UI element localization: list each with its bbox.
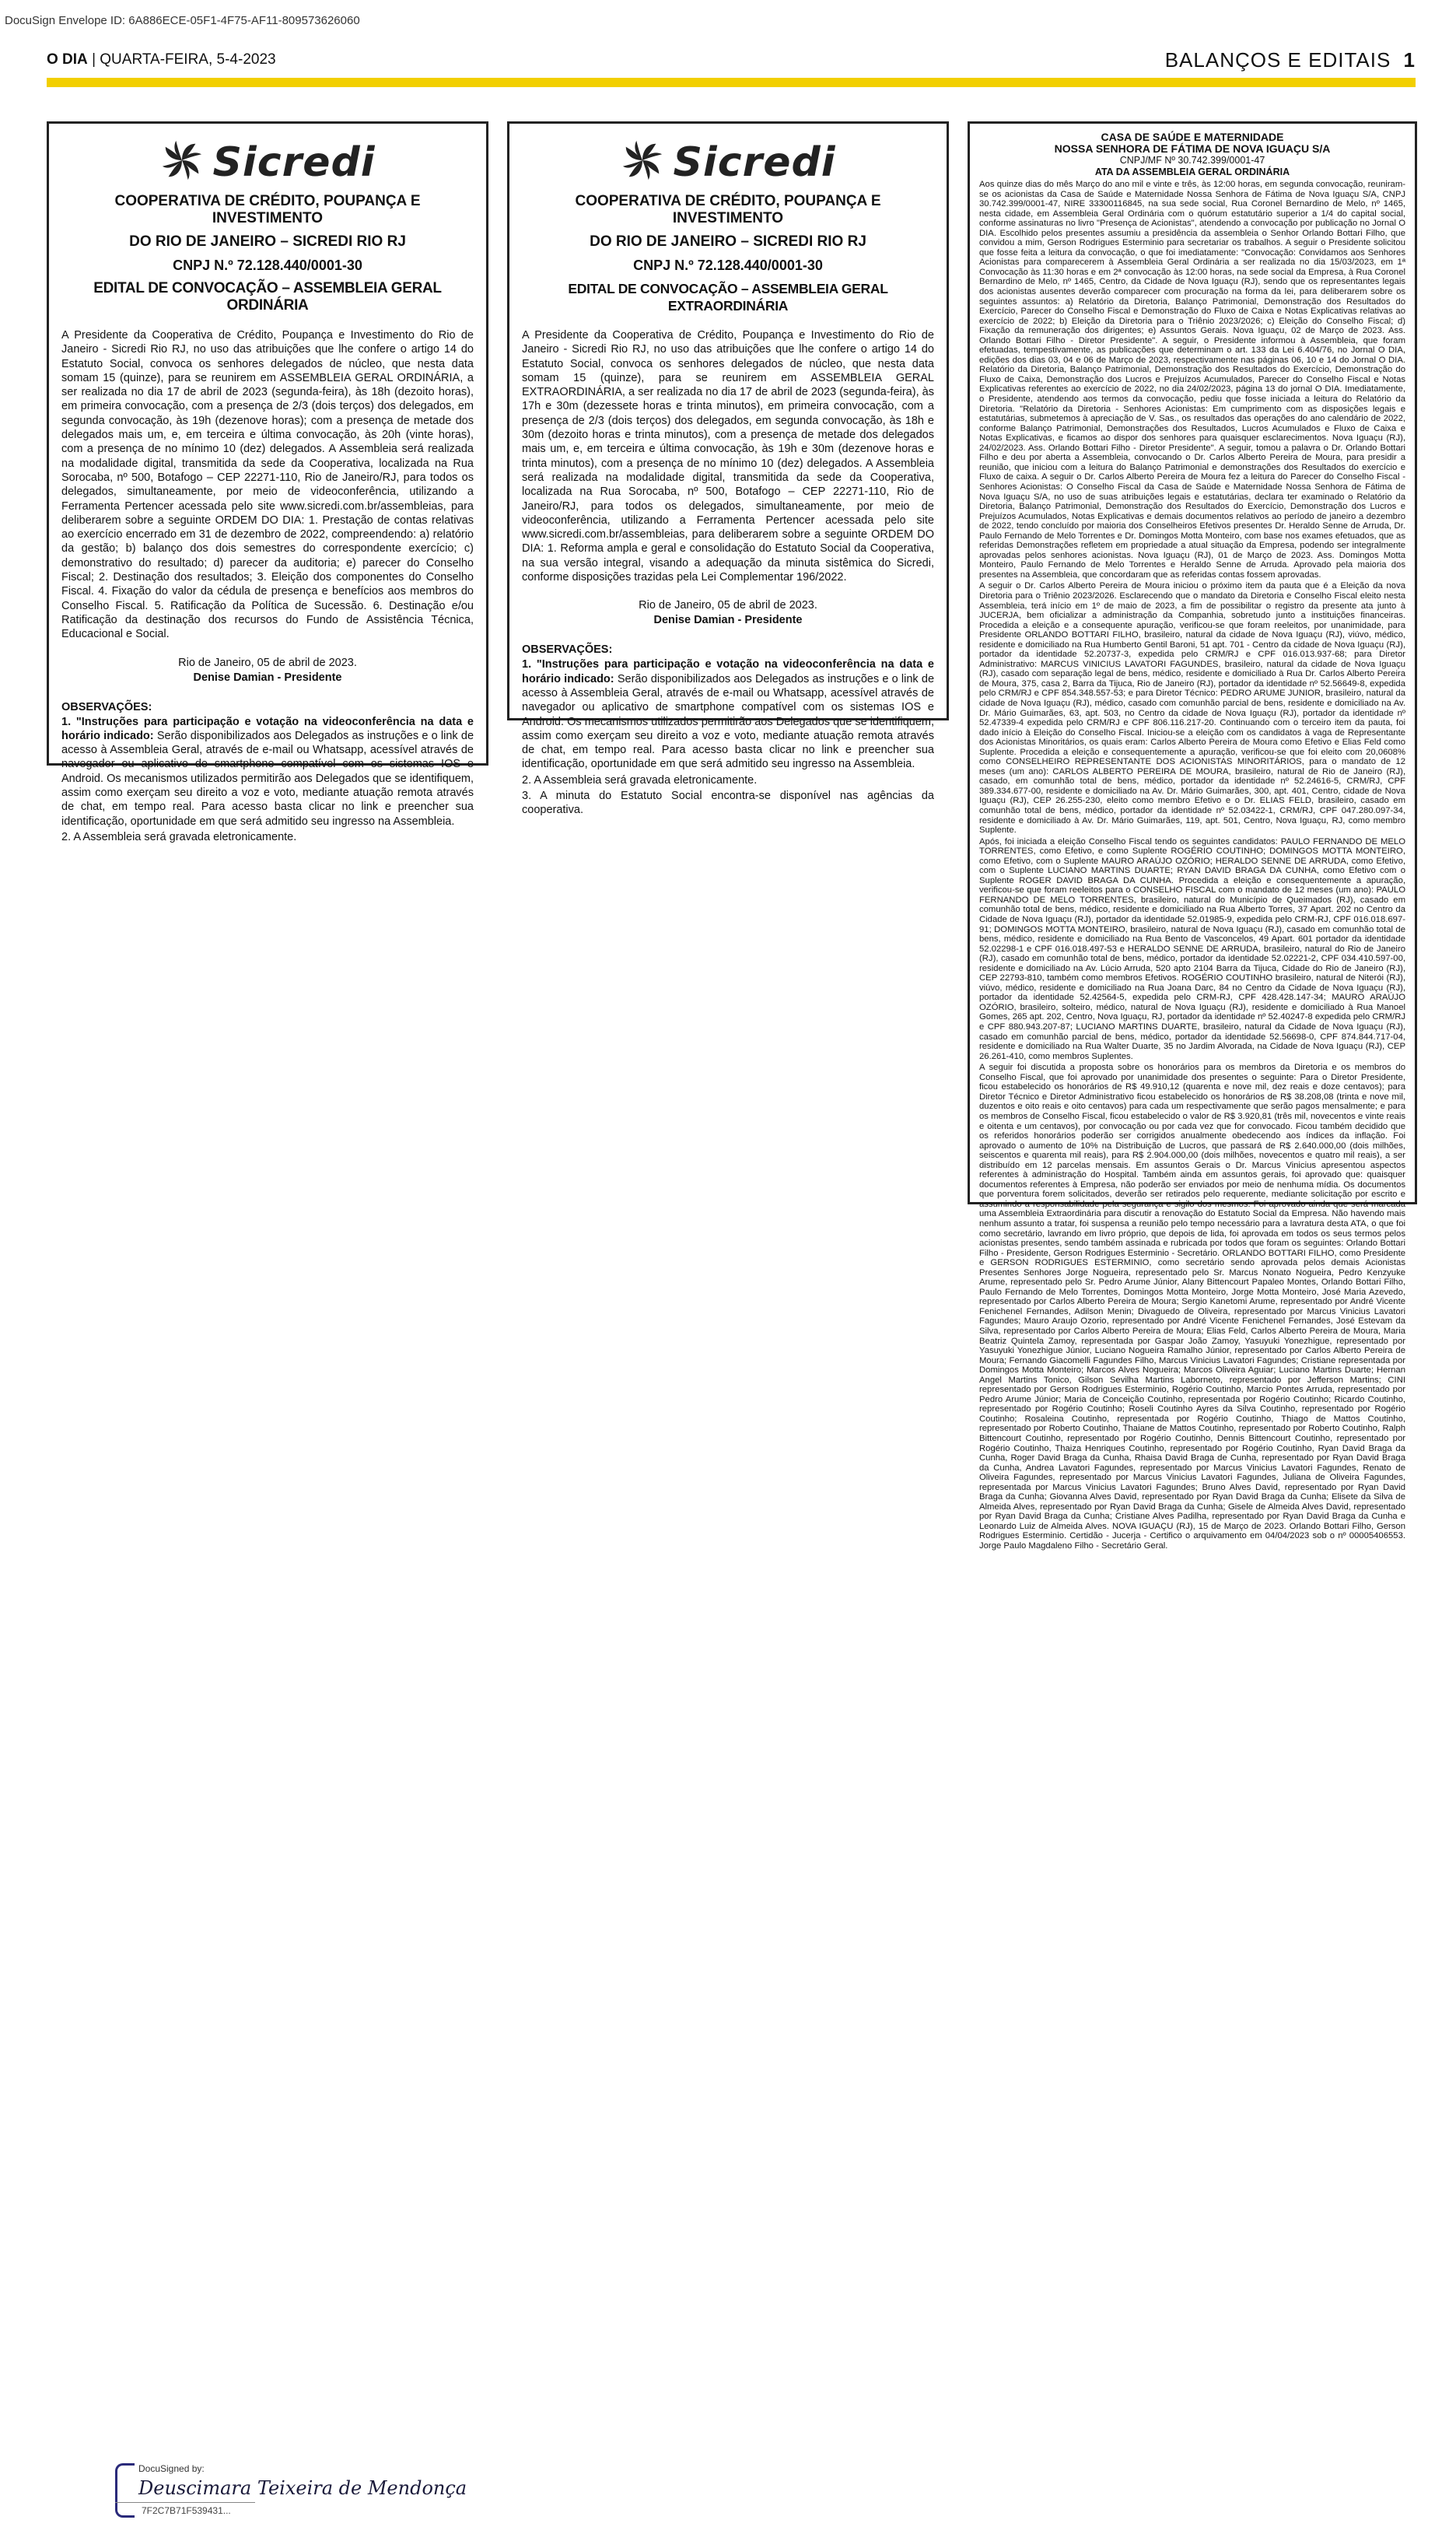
ata-paragraph: Aos quinze dias do mês Março do ano mil e vinte e três, às 12:00 horas, em segunda convocação, reuniram-se os acionistas da Casa de Saúde e Maternidade Nossa Senhora de Fátima de Nova Iguaçu S/A, CNPJ 30.742.399/0001-47, NIRE 33300116845, na sua sede social, Rua Coronel Bernardino de Melo, nº 1465, nesta cidade, em Assembleia Geral Ordinária com o quórum estatutário superior a 1/4 do capital social, conforme assinaturas no livro "Presença de Acionistas", atendendo a convocação por publicação no Jornal O DIA. Escolhido pelos presentes assumiu a presidência da assembleia o Senhor Orlando Bottari Filho, que convidou a mim, Gerson Rodrigues Esterminio para secretariar os trabalhos. A seguir o Presidente solicitou que fosse feita a leitura da convocação, o que foi imediatamente: "Convocação: Convidamos aos Senhores Acionistas para comparecerem à Assembleia Geral Ordinária a ser realizada no dia 15/03/2023, em 1ª Convocação às 11:30 horas e em 2ª convocação às 12:00 horas, na sede social da Empresa, à Rua Coronel Bernardino de Melo, nº 1465, Centro, da Cidade de Nova Iguaçu (RJ), sendo que os representantes legais dos acionistas ausentes deverão comparecer com procuração na forma da lei, para deliberarem sobre os seguintes assuntos: a) Relatório da Diretoria, Balanço Patrimonial, Demonstração dos Resultados do Exercício, Parecer do Conselho Fiscal e Demonstração do Fluxo de Caixa e Notas Explicativas relativas ao exercício de 2022; b) Eleição da Diretoria para o Triênio 2023/2026; c) Eleição do Conselho Fiscal; d) Fixação da remuneração dos dirigentes; e) Assuntos Gerais. Nova Iguaçu, 02 de Março de 2023. Ass. Orlando Bottari Filho - Diretor Presidente". A seguir, o Presidente informou à Assembleia, que foram efetuadas, tempestivamente, as publicações que determinam o art. 133 da Lei 6.404/76, no Jornal O DIA, edições dos dias 03, 04 e 06 de Março de 2023, respectivamente nas páginas 06, 10 e 14 do Jornal O DIA. Relatório da Diretoria, Balanço Patrimonial, Demonstração dos Resultados do Exercício, Demonstração do Fluxo de Caixa, Demonstração dos Lucros e Prejuízos Acumulados, Parecer do Conselho Fiscal e Notas Explicativas referentes ao exercício de 2022, no dia 24/02/2023, página 13 do jornal O DIA. Imediatamente, o Presidente, atendendo aos termos da convocação, pediu que fosse iniciada a leitura do Relatório da Diretoria. "Relatório da Diretoria - Senhores Acionistas: Em cumprimento com as disposições legais e estatutárias, submetemos à apreciação de V. Sas., os resultados das operações do ano calendário de 2022, conforme Balanço Patrimonial, Demonstrações dos Resultados, Lucros Acumulados e Fluxo de Caixa e Notas Explicativas, e ficamos ao dispor dos senhores para quaisquer esclarecimentos. Nova Iguaçu (RJ), 24/02/2023. Ass. Orlando Bottari Filho - Diretor Presidente". A seguir, tomou a palavra o Dr. Orlando Bottari Filho e deu por aberta a Assembleia, convocando o Dr. Carlos Alberto Pereira de Moura, para presidir a reunião, que iniciou com a leitura do Balanço Patrimonial e demonstrações dos Resultados do exercício e Fluxo de caixa. A seguir o Dr. Carlos Alberto Pereira de Moura fez a leitura do Parecer do Conselho Fiscal - Senhores Acionistas: O Conselho Fiscal da Casa de Saúde e Maternidade Nossa Senhora de Fátima de Nova Iguaçu S/A, no uso de suas atribuições legais e estatutárias, declara ter examinado o Relatório da Diretoria, Balanço Patrimonial, Demonstração dos Resultados do Exercício, Demonstração dos Lucros e Prejuízos Acumulados, Notas Explicativas e demais documentos relativos ao período de janeiro a dezembro de 2022, tendo concluído por maioria dos Conselheiros Efetivos presentes Dr. Heraldo Senne de Arruda, Dr. Paulo Fernando de Melo Torrentes e Dr. Domingos Motta Monteiro, com base nos exames efetuados, que as referidas Demonstrações refletem em propriedade a atual situação da Empresa, podendo ser integralmente aprovadas pelos senhores acionistas. Nova Iguaçu (RJ), 01 de Março de 2023. Ass. Domingos Motta Monteiro, Paulo Fernando de Melo Torrentes e Heraldo Senne de Arruda. Aprovado pela maioria dos presentes na Assembleia, que concordaram que as referidas contas fossem aprovadas. bbox=[979, 180, 1405, 580]
notice-body: A Presidente da Cooperativa de Crédito, Poupança e Investimento do Rio de Janeiro - Sicredi Rio RJ, no uso das atribuições que lhe confere o artigo 14 do Estatuto Social, convoca os senhores delegados de núcleo, que nesta data somam 15 (quinze), para se reunirem em ASSEMBLEIA GERAL EXTRAORDINÁRIA, a ser realizada no dia 17 de abril de 2023 (segunda-feira), às 17h e 30m (dezessete horas e trinta minutos), em primeira convocação, com a presença de 2/3 (dois terços) dos delegados, em segunda convocação, às 18h e 30m (dezoito horas e trinta minutos), com a presença de metade dos delegados mais um, e, em terceira e última convocação, às 19h e 30m (dezenove horas e trinta minutos), com a presença de no mínimo 10 (dez) delegados. A Assembleia será realizada na modalidade digital, transmitida da sede da Cooperativa, localizada na Rua Sorocaba, nº 500, Botafogo – CEP 22271-110, Rio de Janeiro/RJ, para todos os delegados, simultaneamente, por meio de videoconferência, utilizando a Ferramenta Pertencer acessada pelo site www.sicredi.com.br/assembleias, para deliberarem sobre a seguinte ORDEM DO DIA: 1. Reforma ampla e geral e consolidação do Estatuto Social da Cooperativa, na sua versão integral, visando a adequação da minuta sistêmica do Sicredi, conforme disposições trazidas pela Lei Complementar 196/2022. bbox=[522, 329, 934, 584]
signature-code: 7F2C7B71F539431... bbox=[142, 2505, 231, 2516]
ata-paragraph: Após, foi iniciada a eleição Conselho Fiscal tendo os seguintes candidatos: PAULO FERNANDO DE MELO TORRENTES, como Efetivo, e como Suplente ROGÉRIO COUTINHO; DOMINGOS MOTTA MONTEIRO, como Efetivo, com o Suplente MAURO ARAÚJO OZÓRIO; HERALDO SENNE DE ARRUDA, como Efetivo, com o Suplente LUCIANO MARTINS DUARTE; RYAN DAVID BRAGA DA CUNHA, como Efetivo com o Suplente ROGER DAVID BRAGA DA CUNHA. Procedida a eleição e consequentemente a apuração, verificou-se que foram reeleitos para o CONSELHO FISCAL com o mandato de 12 meses (um ano): PAULO FERNANDO DE MELO TORRENTES, brasileiro, natural do Município de Queimados (RJ), casado em comunhão total de bens, médico, residente e domiciliado na Rua Alberto Torres, 37 Apart. 202 no Centro da Cidade de Nova Iguaçu (RJ), portador da identidade 52.01985-9, expedida pelo CRM-RJ, CPF 016.018.697-91; DOMINGOS MOTTA MONTEIRO, brasileiro, natural de Nova Iguaçu (RJ), casado em comunhão total de bens, médico, residente e domiciliado na Rua Bento de Vasconcelos, 49 Apart. 601 portador da identidade 52.02298-1 e CPF 016.018.497-53 e HERALDO SENNE DE ARRUDA, brasileiro, natural do Rio de Janeiro (RJ), casado em comunhão total de bens, médico, portador da identidade 52.02221-2, CPF 034.410.597-00, residente e domiciliado na Av. Lúcio Arruda, 520 apto 2104 Barra da Tijuca, Cidade do Rio de Janeiro (RJ), CEP 22793-810, também como membros Efetivos. ROGÉRIO COUTINHO brasileiro, natural de Niterói (RJ), viúvo, médico, residente e domiciliado na Rua Joana Darc, 84 no Centro da Cidade de Nova Iguaçu (RJ), portador da identidade 52.42564-5, expedida pelo CRM-RJ, CPF 428.428.147-34; MAURO ARAÚJO OZÓRIO, brasileiro, solteiro, médico, natural de Nova Iguaçu (RJ), residente e domiciliado à Rua Manoel Gomes, 265 apt. 202, Centro, Nova Iguaçu, RJ, portador da identidade nº 52.40247-8 expedida pelo CRM/RJ e CPF 880.943.207-87; LUCIANO MARTINS DUARTE, brasileiro, natural da Cidade de Nova Iguaçu (RJ), casado em comunhão parcial de bens, médico, portador da identidade 52.56698-0, CPF 874.844.717-04, residente e domiciliado na Rua Walter Duarte, 35 no Jardim Alvorada, na Cidade de Nova Iguaçu (RJ), CEP 26.261-410, como membros Suplentes. bbox=[979, 836, 1405, 1061]
observation-2: 2. A Assembleia será gravada eletronicamente. bbox=[61, 830, 297, 843]
signature-divider bbox=[115, 2502, 255, 2503]
sicredi-pinwheel-icon bbox=[620, 138, 665, 187]
notice-edital-title: EDITAL DE CONVOCAÇÃO – ASSEMBLEIA GERAL ORDINÁRIA bbox=[93, 280, 442, 314]
header-accent-bar bbox=[47, 78, 1416, 87]
notice-title-line-2: DO RIO DE JANEIRO – SICREDI RIO RJ bbox=[129, 233, 406, 250]
notice-sicredi-ago bbox=[47, 121, 488, 843]
company-title-2: NOSSA SENHORA DE FÁTIMA DE NOVA IGUAÇU S/A bbox=[1054, 142, 1331, 155]
docusign-bracket-icon bbox=[115, 2463, 135, 2518]
notice-title-line-1: COOPERATIVA DE CRÉDITO, POUPANÇA E INVESTIMENTO bbox=[575, 193, 881, 226]
company-title-1: CASA DE SAÚDE E MATERNIDADE bbox=[1101, 131, 1284, 143]
signer: Denise Damian - Presidente bbox=[653, 614, 803, 627]
brand-separator: | bbox=[92, 51, 100, 68]
page-header bbox=[47, 48, 1416, 75]
newspaper-brand bbox=[47, 51, 276, 68]
observation-1-heading: 1. "Instruções para participação e votação na videoconferência na data e horário indicado: bbox=[522, 658, 934, 685]
observation-1 bbox=[61, 715, 474, 829]
notice-body: A Presidente da Cooperativa de Crédito, Poupança e Investimento do Rio de Janeiro - Sicredi Rio RJ, no uso das atribuições que lhe confere o artigo 14 do Estatuto Social, convoca os senhores delegados de núcleo, que nesta data somam 15 (quinze), para se reunirem em ASSEMBLEIA GERAL ORDINÁRIA, a ser realizada no dia 17 de abril de 2023 (segunda-feira), às 18h (dezoito horas), em primeira convocação, com a presença de 2/3 (dois terços) dos delegados, em segunda convocação, às 19h (dezenove horas); com a presença de metade dos delegados mais um, e, em terceira e última convocação, às 20h (vinte horas), com a presença de no mínimo 10 (dez) delegados. A Assembleia será realizada na modalidade digital, transmitida da sede da Cooperativa, localizada na Rua Sorocaba, nº 500, Botafogo – CEP 22271-110, Rio de Janeiro/RJ, para todos os delegados, simultaneamente, por meio de videoconferência, utilizando a Ferramenta Pertencer acessada pelo site www.sicredi.com.br/assembleias, para deliberarem sobre a seguinte ORDEM DO DIA: 1. Prestação de contas relativas ao exercício encerrado em 31 de dezembro de 2022, compreendendo: a) relatório da gestão; b) balanço dos dois semestres do correspondente exercício; c) demonstrativo do resultado; d) parecer da auditoria; e) parecer do Conselho Fiscal; 2. Destinação dos resultados; 3. Eleição dos componentes do Conselho Fiscal. 4. Fixação do valor da cédula de presença e benefícios aos membros do Conselho Fiscal. 5. Ratificação da Política de Sucessão. 6. Destinação e/ou Ratificação da destinação dos recursos do Fundo de Assistência Técnica, Educacional e Social. bbox=[61, 329, 474, 641]
notice-title-line-2: DO RIO DE JANEIRO – SICREDI RIO RJ bbox=[590, 233, 866, 250]
sicredi-logo bbox=[522, 138, 934, 187]
notice-signature bbox=[61, 656, 474, 685]
section-name: BALANÇOS E EDITAIS bbox=[1164, 48, 1391, 72]
docusign-signature-block bbox=[115, 2463, 467, 2519]
sicredi-pinwheel-icon bbox=[159, 138, 205, 187]
signature-content bbox=[138, 2463, 467, 2499]
company-cnpj: CNPJ/MF Nº 30.742.399/0001-47 bbox=[1119, 155, 1265, 166]
ata-paragraph: A seguir o Dr. Carlos Alberto Pereira de Moura iniciou o próximo item da pauta que é a Eleição da nova Diretoria para o Triênio 2023/2026. Esclarecendo que o mandato da Diretoria e Conselho Fiscal eleito nesta Assembleia, terá início em 1º de maio de 2023, a fim de possibilitar o registro da presente ata junto à JUCERJA, bem oficializar a administração da Companhia, sobretudo junto a instituições financeiras. Procedida a eleição e a consequente apuração, verificou-se que foram reeleitos, por unanimidade, para Presidente ORLANDO BOTTARI FILHO, brasileiro, natural da cidade de Nova Iguaçu (RJ), viúvo, médico, residente e domiciliado na Rua Humberto Gentil Baroni, 51 apt. 701 - Centro da cidade de Nova Iguaçu (RJ), portador da identidade 52.20737-3, expedida pelo CRM/RJ e CPF 016.013.937-68; para Diretor Administrativo: MARCUS VINICIUS LAVATORI FAGUNDES, brasileiro, natural da cidade de Nova Iguaçu (RJ), casado com separação legal de bens, médico, residente e domiciliado à Rua Dr. Carlos Alberto Pereira de Moura, 375, casa 2, Barra da Tijuca, Rio de Janeiro (RJ), portador da identidade nº 52.56649-8, expedida pelo CRM/RJ e CPF 854.348.557-53; e para Diretor Técnico: PEDRO ARUME JUNIOR, brasileiro, natural da cidade de Nova Iguaçu (RJ), médico, casado com comunhão parcial de bens, residente e domiciliado na Av. Dr. Mário Guimarães, 63, apt. 503, no Centro da cidade de Nova Iguaçu (RJ), portador da identidade nº 52.47339-4 expedida pelo CRM/RJ e CPF 806.116.217-20. Continuando com o terceiro item da pauta, foi dado início à Eleição do Conselho Fiscal. Iniciou-se a eleição com os candidatos à vaga de Representante dos Acionistas Minoritários, os quais eram: Carlos Alberto Pereira de Moura como Efetivo e Elias Feld como Suplente. Procedida a eleição e consequentemente a apuração, verificou-se que foi eleito com 20,0608% como CONSELHEIRO REPRESENTANTE DOS ACIONISTAS MINORITÁRIOS, para o mandato de 12 meses (um ano): CARLOS ALBERTO PEREIRA DE MOURA, brasileiro, natural de Rio de Janeiro (RJ), casado, em comunhão total de bens, médico, portador da identidade nº 52.24616-5, CRM/RJ, CPF 389.334.677-00, residente e domiciliado na Av. Dr. Mário Guimarães, 300, apt. 401, Centro, cidade de Nova Iguaçu (RJ), CEP 26.255-230, eleito como membro Efetivo e o Dr. ELIAS FELD, brasileiro, casado em comunhão total de bens, médico, portador da identidade nº 52.03422-1, CRM/RJ, CPF 047.280.097-34, residente e domiciliado à Av. Dr. Mário Guimarães, 119, apt. 501, Centro, Nova Iguaçu, RJ, como membro Suplente. bbox=[979, 581, 1405, 836]
section-title bbox=[1165, 48, 1416, 72]
observation-2: 2. A Assembleia será gravada eletronicamente. bbox=[522, 773, 758, 787]
observation-3: 3. A minuta do Estatuto Social encontra-se disponível nas agências da cooperativa. bbox=[522, 790, 934, 817]
issue-date: QUARTA-FEIRA, 5-4-2023 bbox=[100, 51, 276, 68]
notice-signature bbox=[522, 598, 934, 628]
docusign-envelope-id: DocuSign Envelope ID: 6A886ECE-05F1-4F75-AF11-809573626060 bbox=[5, 14, 360, 27]
brand-name: O DIA bbox=[47, 51, 88, 68]
ata-title: ATA DA ASSEMBLEIA GERAL ORDINÁRIA bbox=[1094, 166, 1290, 177]
observation-1-text: Serão disponibilizados aos Delegados as instruções e o link de acesso à Assembleia Geral, através de e-mail ou Whatsapp, acessível através de navegador ou aplicativo de smartphone compatível com os sistemas IOS e Android. Os mecanismos utilizados permitirão aos Delegados que se identifiquem, assim como exerçam seu direito a voz e voto, mediante atuação remota através de chat, em tempo real. Para acesso basta clicar no link e preencher sua identificação, oportunidade em que será admitido seu ingresso na Assembleia. bbox=[61, 729, 474, 828]
notice-casa-de-saude-ata bbox=[968, 121, 1417, 1551]
sicredi-logo bbox=[61, 138, 474, 187]
observation-1 bbox=[522, 657, 934, 771]
docusigned-by-label: DocuSigned by: bbox=[138, 2463, 205, 2474]
observations-title: OBSERVAÇÕES: bbox=[522, 643, 613, 657]
page-number: 1 bbox=[1403, 48, 1416, 72]
observation-1-heading: 1. "Instruções para participação e votação na videoconferência na data e horário indicado: bbox=[61, 715, 474, 742]
notice-title-line-1: COOPERATIVA DE CRÉDITO, POUPANÇA E INVESTIMENTO bbox=[114, 193, 421, 226]
place-date: Rio de Janeiro, 05 de abril de 2023. bbox=[178, 656, 357, 669]
notice-cnpj: CNPJ N.º 72.128.440/0001-30 bbox=[633, 258, 823, 273]
signer: Denise Damian - Presidente bbox=[193, 671, 342, 684]
signature-name: Deuscimara Teixeira de Mendonça bbox=[138, 2477, 467, 2499]
notice-sicredi-age bbox=[507, 121, 949, 817]
ata-paragraph: A seguir foi discutida a proposta sobre os honorários para os membros da Diretoria e os membros do Conselho Fiscal, que foi aprovado por unanimidade dos presentes o seguinte: Para o Diretor Presidente, ficou estabelecido os honorários de R$ 49.910,12 (quarenta e nove mil, dez reais e doze centavos); para Diretor Técnico e Diretor Administrativo ficou estabelecido os honorários de R$ 38.208,08 (trinta e nove mil, duzentos e oito reais e oito centavos) para cada um respectivamente que serão pagos mensalmente; e para os membros de Conselho Fiscal, ficou estabelecido o valor de R$ 3.920,81 (três mil, novecentos e vinte reais e oitenta e um centavos), por convocação ou por cada vez que for convocado. Ficou também decidido que os referidos honorários poderão ser corrigidos anualmente obedecendo aos índices da inflação. Foi aprovado o aumento de 10% na Distribuição de Lucros, que passará de R$ 2.640.000,00 (dois milhões, seiscentos e quarenta mil reais), para R$ 2.904.000,00 (dois milhões, novecentos e quatro mil reais), a ser distribuído em 12 parcelas mensais. Em assuntos Gerais o Dr. Marcus Vinicius apresentou aspectos referentes à administração do Hospital. Também ainda em assuntos gerais, foi aprovado que: quaisquer documentos referentes à Empresa, não poderão ser enviados por meio de nenhuma mídia. Os documentos que porventura forem solicitados, deverão ser retirados pelo requerente, mediante solicitação por escrito e assumindo a responsabilidade pela segurança e sigilo dos mesmos. Foi aprovado ainda que será marcada uma Assembleia Extraordinária para discutir a renovação do Estatuto Social da Empresa. Não havendo mais nenhum assunto a tratar, foi suspensa a reunião pelo tempo necessário para a lavratura desta ATA, o que foi como secretário, lavrando em livro próprio, que depois de lida, foi aprovada em todos os seus termos pelos acionistas presentes, sendo também assinada e rubricada por todos que foram os seguintes: Orlando Bottari Filho - Presidente, Gerson Rodrigues Esterminio - Secretário. ORLANDO BOTTARI FILHO, como Presidente e GERSON RODRIGUES ESTERMINIO, como secretário sendo aprovada pelos demais Acionistas Presentes Senhores Jorge Nogueira, representado pelo Sr. Marcus Nonato Nogueira, Pedro Kenzyuke Arume, representado pelo Sr. Pedro Arume Júnior, Alany Bittencourt Papaleo Montes, Orlando Bottari Filho, Paulo Fernando de Melo Torrentes, Domingos Motta Monteiro, Jorge Motta Monteiro, José Maria Azevedo, representado por Carlos Alberto Pereira de Moura; Sergio Kanetomi Arume, representado por André Vicente Fenichenel Fernandes, Adilson Menin; Divaguedo de Oliveira, representado por Marcus Vinicius Lavatori Fagundes; Mauro Araujo Ozorio, representado por André Vicente Fenichenel Fernandes, José Estevam da Silva, representado por Carlos Alberto Pereira de Moura; Elias Feld, Carlos Alberto Pereira de Moura, Maria Beatriz Quintela Zamoy, representada por Gaspar João Zamoy, Yasuyuki Yonezhigue, representado por Yasuyuki Yonezhigue Júnior, Luciano Nogueira Ramalho Júnior, representado por Carlos Alberto Pereira de Moura; Fernando Giacomelli Fagundes Filho, Marcus Vinicius Lavatori Fagundes; Cristiane representada por Domingos Motta Monteiro; Marcos Alves Nogueira; Marcos Oliveira Aguiar; Luciano Martins Duarte; Hernan Angel Martins Tonico, Gilson Sevilha Martins Laborneto, representado por Jefferson Martins; CINI representado por Gerson Rodrigues Esterminio, Rogério Coutinho, Marcio Pontes Arruda, representado por Pedro Arume Júnior; Maria de Conceição Coutinho, representada por Rogério Coutinho; Ricardo Coutinho, representado por Rogério Coutinho; Roseli Coutinho Ayres da Silva Coutinho, representado por Rogério Coutinho; Rosaleina Coutinho, representada por Rogério Coutinho, Thiago de Mattos Coutinho, representado por Roberto Coutinho, Thaiane de Mattos Coutinho, representado por Roberto Coutinho, Ralph Bittencourt Coutinho, representado por Rogério Coutinho, Dennis Bittencourt Coutinho, representado por Rogério Coutinho, Thaiza Henriques Coutinho, representado por Rogério Coutinho, Ryan David Braga da Cunha, Roger David Braga da Cunha, Rhaisa David Braga de Cunha, representado por Ryan David Braga da Cunha, Andrea Lavatori Fagundes, representado por Marcus Vinicius Lavatori Fagundes, Renato de Oliveira Fagundes, representado por Marcus Vinicius Lavatori Fagundes, Juliana de Oliveira Fagundes, representada por Marcus Vinicius Lavatori Fagundes; Bruno Alves David, representado por Ryan David Braga da Cunha; Giovanna Alves David, representado por Ryan David Braga da Cunha; Elisete da Silva de Almeida Alves, representado por Ryan David Braga da Cunha; Gisele de Almeida Alves David, representado por Ryan David Braga da Cunha; Cristiane Alves Padilha, representado por Ryan David Braga da Cunha e Leonardo Luiz de Almeida Alves. NOVA IGUAÇU (RJ), 15 de Março de 2023. Orlando Bottari Filho, Gerson Rodrigues Esterminio. Certidão - Jucerja - Certifico o arquivamento em 04/04/2023 sob o nº 00005406553. Jorge Paulo Magdaleno Filho - Secretário Geral. bbox=[979, 1063, 1405, 1551]
sicredi-wordmark: Sicredi bbox=[673, 138, 836, 186]
notice-cnpj: CNPJ N.º 72.128.440/0001-30 bbox=[173, 258, 362, 273]
notice-edital-title: EDITAL DE CONVOCAÇÃO – ASSEMBLEIA GERAL EXTRAORDINÁRIA bbox=[568, 281, 888, 314]
sicredi-wordmark: Sicredi bbox=[212, 138, 376, 186]
place-date: Rio de Janeiro, 05 de abril de 2023. bbox=[639, 599, 817, 612]
observation-1-text: Serão disponibilizados aos Delegados as instruções e o link de acesso à Assembleia Geral, através de e-mail ou Whatsapp, acessível através de navegador ou aplicativo de smartphone compatível com os sistemas IOS e Android. Os mecanismos utilizados permitirão aos Delegados que se identifiquem, assim como exerçam seu direito a voz e voto, mediante atuação remota através de chat, em tempo real. Para acesso basta clicar no link e preencher sua identificação, oportunidade em que será admitido seu ingresso na Assembleia. bbox=[522, 672, 935, 771]
observations-title: OBSERVAÇÕES: bbox=[61, 700, 152, 713]
